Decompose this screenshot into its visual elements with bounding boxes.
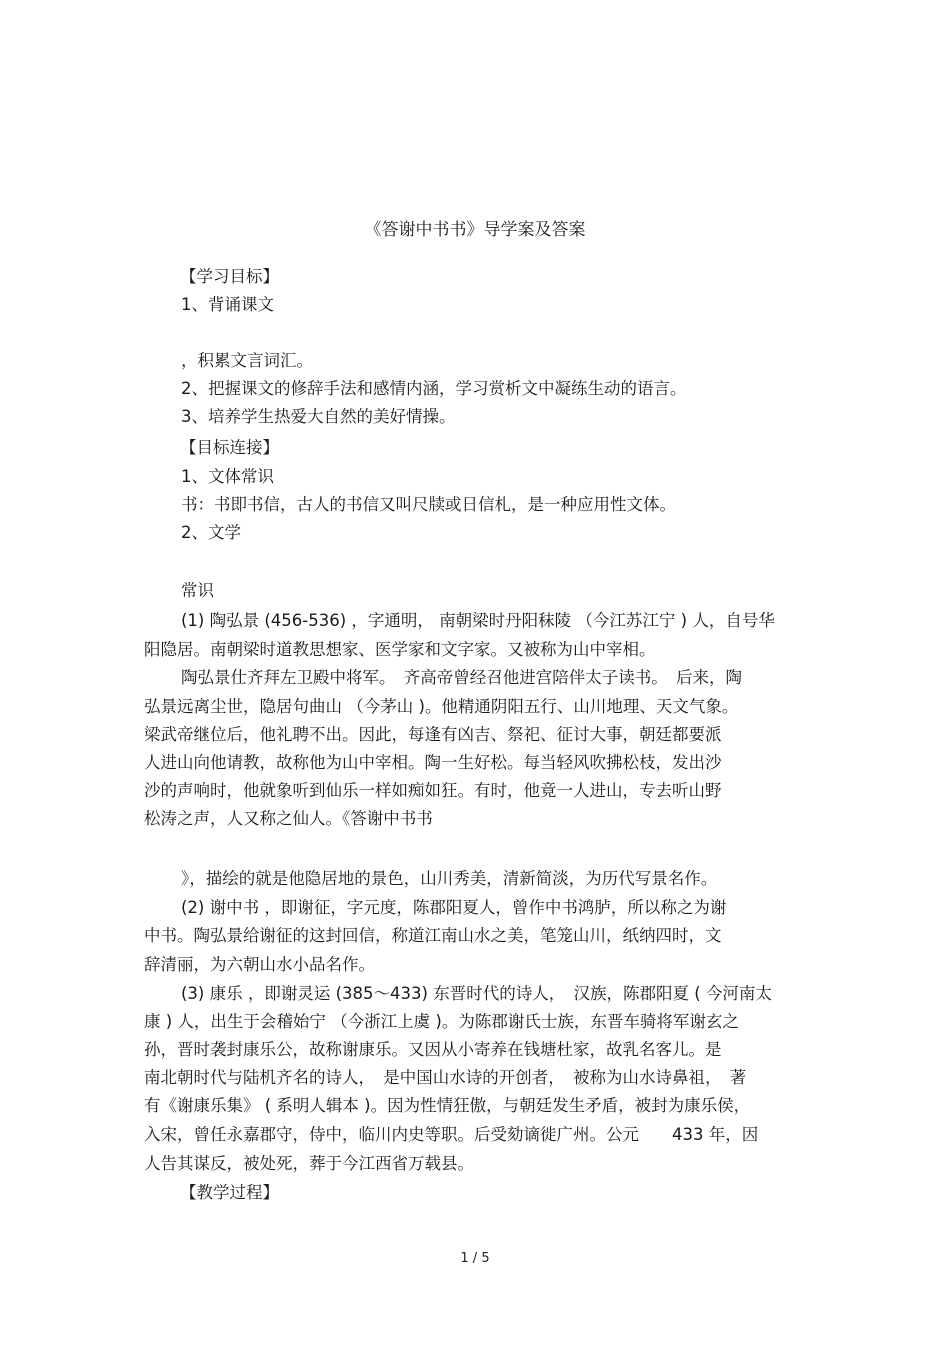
section-heading-process: 【教学过程】	[180, 1183, 279, 1202]
text-line: 》，描绘的就是他隐居地的景色，山川秀美，清新简淡，为历代写景名作。	[181, 869, 718, 888]
text-line: 中书。陶弘景给谢征的这封回信，称道江南山水之美，笔笼山川，纸纳四时，文	[144, 926, 722, 945]
text-line: 2、把握课文的修辞手法和感情内涵，学习赏析文中凝练生动的语言。	[181, 379, 687, 398]
text-line: 1、背诵课文	[181, 295, 274, 314]
text-line: 松涛之声，人又称之仙人。《答谢中书书	[144, 809, 433, 828]
text-line: 辞清丽，为六朝山水小品名作。	[144, 955, 375, 974]
text-line: 1、文体常识	[181, 467, 274, 486]
section-heading-objectives: 【学习目标】	[180, 267, 279, 286]
text-line: 沙的声响时，他就象听到仙乐一样如痴如狂。有时，他竟一人进山，专去听山野	[144, 781, 722, 800]
text-line: 常识	[181, 581, 214, 600]
text-line: 阳隐居。南朝梁时道教思想家、医学家和文字家。又被称为山中宰相。	[144, 640, 656, 659]
text-line: (1) 陶弘景 (456-536) ，字通明， 南朝梁时丹阳秣陵 （今江苏江宁 ) 人，自号华	[181, 611, 775, 630]
text-line: 人进山向他请教，故称他为山中宰相。陶一生好松。每当轻风吹拂松枝，发出沙	[144, 753, 722, 772]
text-line: 人告其谋反，被处死，葬于今江西省万载县。	[144, 1154, 474, 1173]
text-line: (2) 谢中书 ，即谢征，字元度，陈郡阳夏人，曾作中书鸿胪，所以称之为谢	[181, 898, 727, 917]
text-line: 3、培养学生热爱大自然的美好情操。	[181, 407, 456, 426]
text-line: 有《谢康乐集》 ( 系明人辑本 )。因为性情狂傲，与朝廷发生矛盾，被封为康乐侯，	[144, 1096, 751, 1115]
text-line: 2、文学	[181, 523, 241, 542]
text-line: (3) 康乐 ，即谢灵运 (385～433) 东晋时代的诗人， 汉族，陈郡阳夏 ( 今河南太	[181, 984, 772, 1003]
text-line: 梁武帝继位后，他礼聘不出。因此，每逢有凶吉、祭祀、征讨大事，朝廷都要派	[144, 725, 722, 744]
text-line: 陶弘景仕齐拜左卫殿中将军。 齐高帝曾经召他进宫陪伴太子读书。 后来，陶	[181, 668, 742, 687]
page-number: 1 / 5	[460, 1251, 490, 1266]
text-line: 入宋，曾任永嘉郡守，侍中，临川内史等职。后受劾谪徙广州。公元 433 年，因	[144, 1125, 759, 1144]
section-heading-connection: 【目标连接】	[180, 438, 279, 457]
text-line: 南北朝时代与陆机齐名的诗人， 是中国山水诗的开创者， 被称为山水诗鼻祖， 著	[144, 1068, 747, 1087]
text-line: 康 ) 人，出生于会稽始宁 （今浙江上虞 )。为陈郡谢氏士族，东晋车骑将军谢玄之	[144, 1012, 739, 1031]
text-line: 弘景远离尘世，隐居句曲山 （今茅山 )。他精通阴阳五行、山川地理、天文气象。	[144, 697, 739, 716]
document-title: 《答谢中书书》导学案及答案	[364, 220, 586, 240]
text-line: 书：书即书信，古人的书信又叫尺牍或日信札，是一种应用性文体。	[181, 495, 676, 514]
text-line: ，积累文言词汇。	[181, 351, 313, 370]
text-line: 孙，晋时袭封康乐公，故称谢康乐。又因从小寄养在钱塘杜家，故乳名客儿。是	[144, 1040, 722, 1059]
